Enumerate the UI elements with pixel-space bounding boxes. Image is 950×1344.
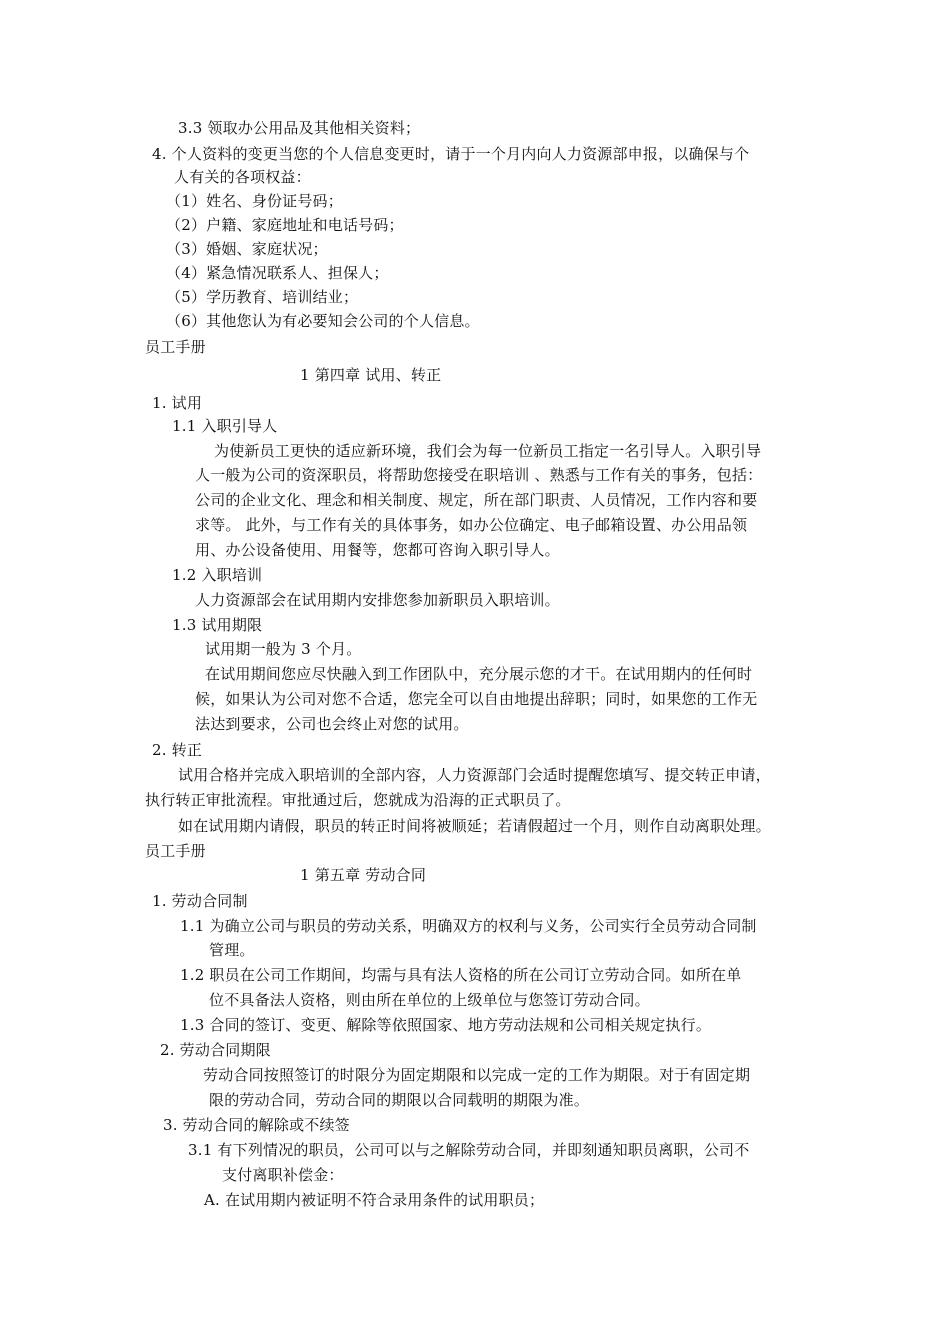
ch5-item-3-1-line-1: 3.1 有下列情况的职员，公司可以与之解除劳动合同，并即刻通知职员离职，公司不 [188,1141,750,1159]
paragraph-1-1-line-4: 求等。 此外，与工作有关的具体事务，如办公位确定、电子邮箱设置、办公用品领 [195,516,748,534]
ch5-section-1-heading: 1. 劳动合同制 [152,892,248,910]
section-1-1-heading: 1.1 入职引导人 [172,417,278,435]
ch5-section-2-heading: 2. 劳动合同期限 [160,1041,271,1059]
section-1-2-heading: 1.2 入职培训 [172,566,263,584]
personal-info-item-5: （5）学历教育、培训结业； [166,288,359,306]
personal-info-item-4: （4）紧急情况联系人、担保人； [166,264,389,282]
ch5-paragraph-2-line-2: 限的劳动合同，劳动合同的期限以合同载明的期限为准。 [209,1091,590,1109]
paragraph-1-1-line-3: 公司的企业文化、理念和相关制度、规定，所在部门职责、人员情况，工作内容和要 [195,491,758,509]
running-header-2: 员工手册 [145,842,206,860]
ch5-item-1-2-line-1: 1.2 职员在公司工作期间，均需与具有法人资格的所在公司订立劳动合同。如所在单 [180,966,742,984]
item-4-line-1: 4. 个人资料的变更当您的个人信息变更时，请于一个月内向人力资源部申报，以确保与个 [152,145,750,163]
item-4-line-2: 人有关的各项权益： [174,168,311,186]
chapter-4-heading: 1 第四章 试用、转正 [300,366,442,384]
ch5-item-3-1-a: A. 在试用期内被证明不符合录用条件的试用职员； [204,1191,545,1209]
section-1-3-heading: 1.3 试用期限 [172,616,263,634]
ch5-item-1-3: 1.3 合同的签订、变更、解除等依照国家、地方劳动法规和公司相关规定执行。 [180,1016,712,1034]
item-3-3: 3.3 领取办公用品及其他相关资料； [178,119,421,137]
paragraph-1-1-line-5: 用、办公设备使用、用餐等，您都可咨询入职引导人。 [195,541,560,559]
section-1-heading: 1. 试用 [152,394,203,412]
chapter-5-heading: 1 第五章 劳动合同 [300,866,427,884]
ch5-item-1-2-line-2: 位不具备法人资格，则由所在单位的上级单位与您签订劳动合同。 [209,991,650,1009]
personal-info-item-6: （6）其他您认为有必要知会公司的个人信息。 [166,312,480,330]
paragraph-1-3-line-2: 在试用期间您应尽快融入到工作团队中，充分展示您的才干。在试用期内的任何时 [205,665,753,683]
personal-info-item-1: （1）姓名、身份证号码； [166,192,343,210]
personal-info-item-2: （2）户籍、家庭地址和电话号码； [166,216,404,234]
ch5-item-1-1-line-1: 1.1 为确立公司与职员的劳动关系，明确双方的权利与义务，公司实行全员劳动合同制 [180,917,757,935]
paragraph-2-line-3: 如在试用期内请假，职员的转正时间将被顺延；若请假超过一个月，则作自动离职处理。 [178,817,771,835]
paragraph-2-line-1: 试用合格并完成入职培训的全部内容，人力资源部门会适时提醒您填写、提交转正申请， [178,766,771,784]
paragraph-1-3-line-4: 法达到要求，公司也会终止对您的试用。 [195,715,469,733]
paragraph-1-2: 人力资源部会在试用期内安排您参加新职员入职培训。 [195,591,560,609]
paragraph-1-1-line-1: 为使新员工更快的适应新环境，我们会为每一位新员工指定一名引导人。入职引导 [214,442,762,460]
ch5-section-3-heading: 3. 劳动合同的解除或不续签 [163,1116,350,1134]
ch5-item-1-1-line-2: 管理。 [209,941,255,959]
ch5-paragraph-2-line-1: 劳动合同按照签订的时限分为固定期限和以完成一定的工作为期限。对于有固定期 [203,1066,751,1084]
paragraph-1-1-line-2: 人一般为公司的资深职员，将帮助您接受在职培训 、熟悉与工作有关的事务，包括： [195,466,763,484]
paragraph-2-line-2: 执行转正审批流程。审批通过后，您就成为沿海的正式职员了。 [145,791,571,809]
paragraph-1-3-line-3: 候，如果认为公司对您不合适，您完全可以自由地提出辞职；同时，如果您的工作无 [195,690,758,708]
section-2-heading: 2. 转正 [152,741,203,759]
paragraph-1-3-line-1: 试用期一般为 3 个月。 [205,640,362,658]
running-header: 员工手册 [145,338,206,356]
personal-info-item-3: （3）婚姻、家庭状况； [166,240,328,258]
ch5-item-3-1-line-2: 支付离职补偿金： [222,1166,344,1184]
